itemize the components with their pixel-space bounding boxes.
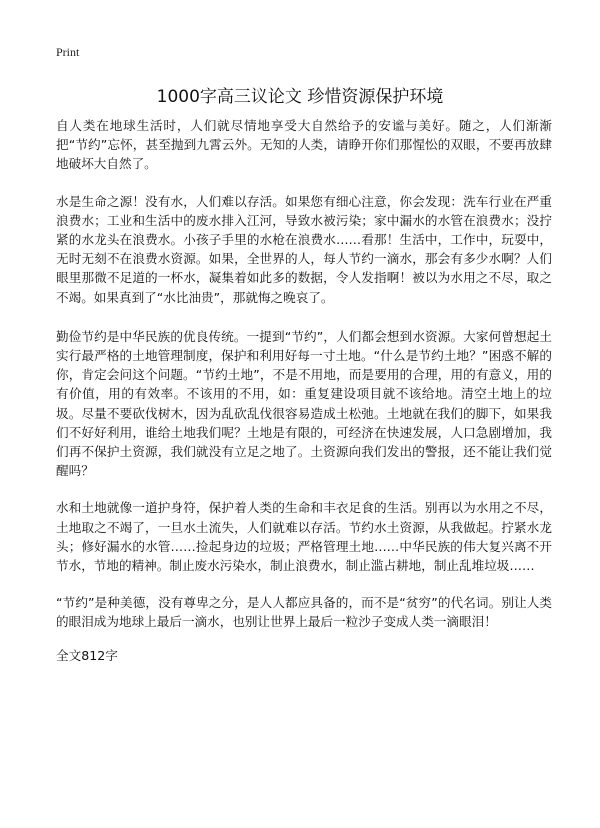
paragraph-4: 水和土地就像一道护身符，保护着人类的生命和丰衣足食的生活。别再以为水用之不尽，土地取之不竭了，一旦水土流失，人们就难以存活。节约水土资源，从我做起。拧紧水龙头；修好漏水的水管……捡起身边的垃圾；严格管理土地……中华民族的伟大复兴离不开节水，节地的精神。制止废水污染水，制止浪费水，制止滥占耕地，制止乱堆垃圾…… bbox=[56, 500, 552, 574]
word-count: 全文812字 bbox=[56, 647, 118, 663]
article-body bbox=[56, 116, 552, 665]
print-link[interactable]: Print bbox=[56, 45, 80, 59]
article-title: 1000字高三议论文 珍惜资源保护环境 bbox=[156, 87, 444, 107]
paragraph-3: 勤俭节约是中华民族的优良传统。一提到“节约”，人们都会想到水资源。大家何曾想起土实行最严格的土地管理制度，保护和利用好每一寸土地。“什么是节约土地？”困惑不解的你，肯定会问这个问题。“节约土地”，不是不用地，而是要用的合理，用的有意义，用的有价值，用的有效率。不该用的不用，如：重复建设项目就不该给地。清空土地上的垃圾。尽量不要砍伐树木，因为乱砍乱伐很容易造成土松弛。土地就在我们的脚下，如果我们不好好利用，谁给土地我们呢？土地是有限的，可经济在快速发展，人口急剧增加，我们再不保护土资源，我们就没有立足之地了。土资源向我们发出的警报，还不能让我们觉醒吗？ bbox=[56, 328, 552, 479]
paragraph-5: “节约”是种美德，没有尊卑之分，是人人都应具备的，而不是“贫穷”的代名词。别让人类的眼泪成为地球上最后一滴水，也别让世界上最后一粒沙子变成人类一滴眼泪！ bbox=[56, 595, 552, 630]
paragraph-1: 自人类在地球生活时，人们就尽情地享受大自然给予的安谧与美好。随之，人们渐渐把“节约”忘怀，甚至抛到九霄云外。无知的人类，请睁开你们那惺忪的双眼，不要再放肆地破坏大自然了。 bbox=[56, 118, 552, 172]
paragraph-2: 水是生命之源！没有水，人们难以存活。如果您有细心注意，你会发现：洗车行业在严重浪费水；工业和生活中的废水排入江河，导致水被污染；家中漏水的水管在浪费水；没拧紧的水龙头在浪费水。小孩子手里的水枪在浪费水……看那！生活中，工作中，玩耍中，无时无刻不在浪费水资源。如果，全世界的人，每人节约一滴水，那会有多少水啊？人们眼里那微不足道的一杯水，凝集着如此多的数据，令人发指啊！被以为水用之不尽，取之不竭。如果真到了“水比油贵”，那就悔之晚哀了。 bbox=[56, 193, 552, 305]
